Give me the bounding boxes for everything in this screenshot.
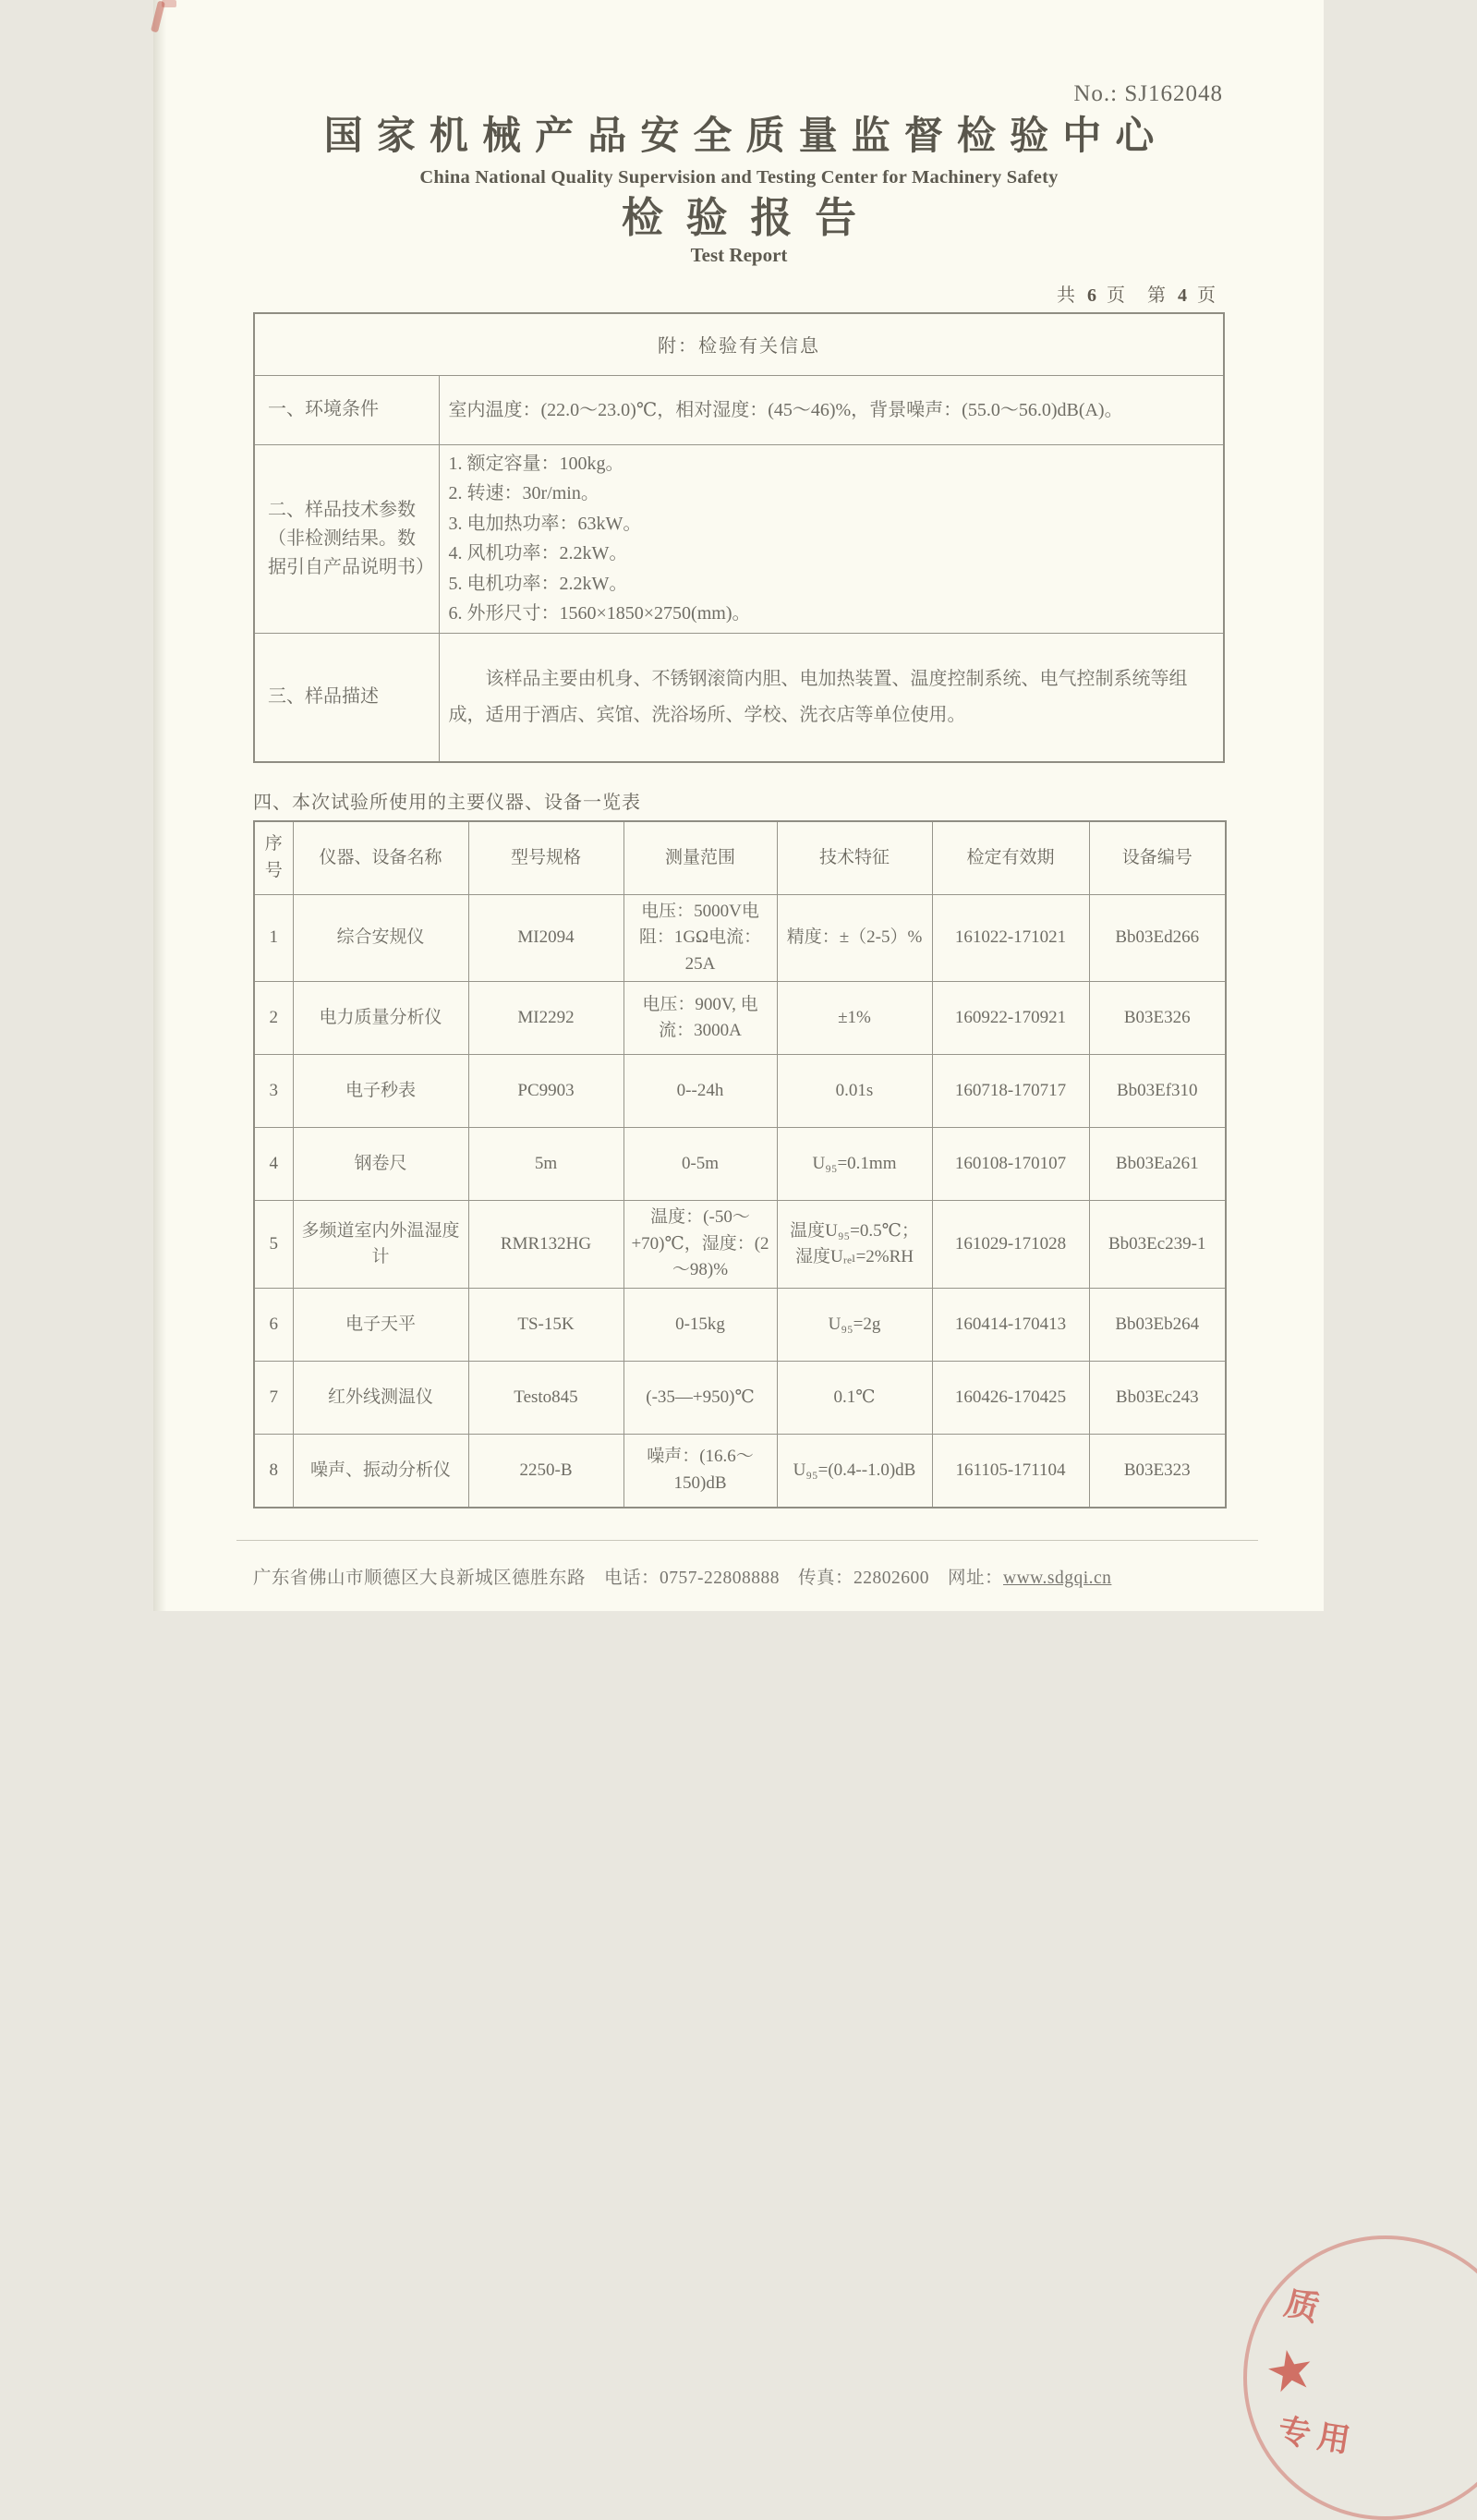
table-row: [254, 1434, 1226, 1508]
org-title-chinese: 国家机械产品安全质量监督检验中心: [323, 115, 1168, 158]
current-page: 4: [1178, 285, 1187, 306]
star-icon: ★: [1260, 2334, 1321, 2407]
column-header: 序号: [254, 821, 293, 895]
stamp-circle-border: [1243, 2235, 1477, 2520]
table-cell: 5: [254, 1201, 293, 1289]
table-cell: RMR132HG: [468, 1201, 623, 1289]
table-row: [254, 313, 1224, 376]
table-cell: 钢卷尺: [293, 1128, 468, 1201]
table-cell: 7: [254, 1361, 293, 1434]
table-cell: 2: [254, 982, 293, 1055]
table-cell: 161105-171104: [932, 1434, 1089, 1508]
column-header: 测量范围: [623, 821, 777, 895]
table-cell: 温度U₉₅=0.5℃；湿度Uᵣₑₗ=2%RH: [777, 1201, 932, 1289]
table-cell: (-35—+950)℃: [623, 1361, 777, 1434]
table-cell: 160426-170425: [932, 1361, 1089, 1434]
table-cell: Bb03Eb264: [1089, 1288, 1226, 1361]
table-cell: Testo845: [468, 1361, 623, 1434]
table-cell: 0.1℃: [777, 1361, 932, 1434]
pagination-prefix: 共: [1057, 285, 1077, 306]
table-cell: MI2094: [468, 894, 623, 982]
table-cell: 电力质量分析仪: [293, 982, 468, 1055]
row-label: 二、样品技术参数（非检测结果。数据引自产品说明书）: [254, 444, 439, 633]
table-cell: U₉₅=2g: [777, 1288, 932, 1361]
column-header: 技术特征: [777, 821, 932, 895]
table-cell: 160414-170413: [932, 1288, 1089, 1361]
stamp-text-bottom: 专用: [1276, 2412, 1361, 2461]
report-title-chinese: 检验报告: [621, 195, 879, 242]
report-number: No.: SJ162048: [1073, 81, 1223, 106]
table-cell: 0-15kg: [623, 1288, 777, 1361]
table-cell: 161029-171028: [932, 1201, 1089, 1289]
org-title-english: China National Quality Supervision and Testing Center for Machinery Safety: [419, 167, 1059, 188]
stamp-text-top: 质: [1280, 2284, 1324, 2330]
website-link[interactable]: www.sdgqi.cn: [1003, 1568, 1112, 1588]
table-header-row: [254, 821, 1226, 895]
column-header: 检定有效期: [932, 821, 1089, 895]
pagination-mid: 页 第: [1107, 285, 1168, 306]
total-pages: 6: [1087, 285, 1096, 306]
table-cell: 电子天平: [293, 1288, 468, 1361]
table-cell: B03E326: [1089, 982, 1226, 1055]
footer: [236, 1540, 1258, 1589]
table-cell: U₉₅=0.1mm: [777, 1128, 932, 1201]
table-row: [254, 633, 1224, 762]
table-cell: B03E323: [1089, 1434, 1226, 1508]
sample-description: [439, 633, 1224, 762]
tech-param-line: 5. 电机功率：2.2kW。: [448, 573, 628, 594]
tech-param-line: 3. 电加热功率：63kW。: [448, 513, 642, 534]
row-label: 一、环境条件: [254, 375, 439, 444]
table-cell: 温度：(-50～+70)℃，湿度：(2～98)%: [623, 1201, 777, 1289]
tech-param-line: 2. 转速：30r/min。: [448, 483, 599, 504]
table-cell: TS-15K: [468, 1288, 623, 1361]
table-row: [254, 375, 1224, 444]
table-cell: PC9903: [468, 1055, 623, 1128]
table-cell: Bb03Ed266: [1089, 894, 1226, 982]
environment-conditions: 室内温度：(22.0～23.0)℃，相对湿度：(45～46)%，背景噪声：(55.0～56.0)dB(A)。: [439, 375, 1224, 444]
table-row: [254, 894, 1226, 982]
pagination-suffix: 页: [1197, 285, 1217, 306]
table-row: [254, 444, 1224, 633]
column-header: 型号规格: [468, 821, 623, 895]
tech-param-line: 6. 外形尺寸：1560×1850×2750(mm)。: [448, 603, 751, 624]
equipment-section-heading: 四、本次试验所使用的主要仪器、设备一览表: [253, 792, 641, 813]
table-cell: 综合安规仪: [293, 894, 468, 982]
table-cell: 4: [254, 1128, 293, 1201]
row-label: 三、样品描述: [254, 633, 439, 762]
scanned-report-page: [153, 0, 1361, 2461]
tech-params-list: [439, 444, 1224, 633]
table-cell: 160922-170921: [932, 982, 1089, 1055]
table-cell: 160718-170717: [932, 1055, 1089, 1128]
table-row: [254, 1128, 1226, 1201]
table-cell: 2250-B: [468, 1434, 623, 1508]
footer-address: 广东省佛山市顺德区大良新城区德胜东路 电话：0757-22808888 传真：22802600 网址：: [253, 1568, 1003, 1588]
tech-param-line: 4. 风机功率：2.2kW。: [448, 543, 628, 564]
table-row: [254, 1288, 1226, 1361]
tech-param-line: 1. 额定容量：100kg。: [448, 453, 624, 474]
table-cell: 0.01s: [777, 1055, 932, 1128]
table-cell: 1: [254, 894, 293, 982]
table-cell: 多频道室内外温湿度计: [293, 1201, 468, 1289]
table-cell: 160108-170107: [932, 1128, 1089, 1201]
table-cell: 3: [254, 1055, 293, 1128]
table-cell: 电压：5000V电阻：1GΩ电流：25A: [623, 894, 777, 982]
page-counter: [253, 280, 1225, 306]
report-title-english: Test Report: [690, 243, 788, 266]
table-cell: 噪声：(16.6～150)dB: [623, 1434, 777, 1508]
equipment-table: [253, 820, 1227, 1508]
table-cell: 电子秒表: [293, 1055, 468, 1128]
column-header: 设备编号: [1089, 821, 1226, 895]
table-row: [254, 1055, 1226, 1128]
table-cell: U₉₅=(0.4--1.0)dB: [777, 1434, 932, 1508]
table-cell: 6: [254, 1288, 293, 1361]
table-cell: 精度：±（2-5）%: [777, 894, 932, 982]
table-cell: 噪声、振动分析仪: [293, 1434, 468, 1508]
table-row: [254, 1361, 1226, 1434]
info-table: [253, 312, 1225, 763]
table-cell: 0--24h: [623, 1055, 777, 1128]
table-cell: 红外线测温仪: [293, 1361, 468, 1434]
table-cell: Bb03Ef310: [1089, 1055, 1226, 1128]
table-cell: 5m: [468, 1128, 623, 1201]
info-table-title: 附：检验有关信息: [254, 313, 1224, 376]
table-row: [254, 1201, 1226, 1289]
table-cell: Bb03Ec239-1: [1089, 1201, 1226, 1289]
table-cell: MI2292: [468, 982, 623, 1055]
table-cell: 161022-171021: [932, 894, 1089, 982]
table-cell: 电压：900V, 电流：3000A: [623, 982, 777, 1055]
table-cell: 8: [254, 1434, 293, 1508]
table-row: [254, 982, 1226, 1055]
sample-description-text: 该样品主要由机身、不锈钢滚筒内胆、电加热装置、温度控制系统、电气控制系统等组成，适用于酒店、宾馆、洗浴场所、学校、洗衣店等单位使用。: [448, 668, 1188, 725]
table-cell: ±1%: [777, 982, 932, 1055]
table-cell: Bb03Ea261: [1089, 1128, 1226, 1201]
table-cell: 0-5m: [623, 1128, 777, 1201]
column-header: 仪器、设备名称: [293, 821, 468, 895]
table-cell: Bb03Ec243: [1089, 1361, 1226, 1434]
